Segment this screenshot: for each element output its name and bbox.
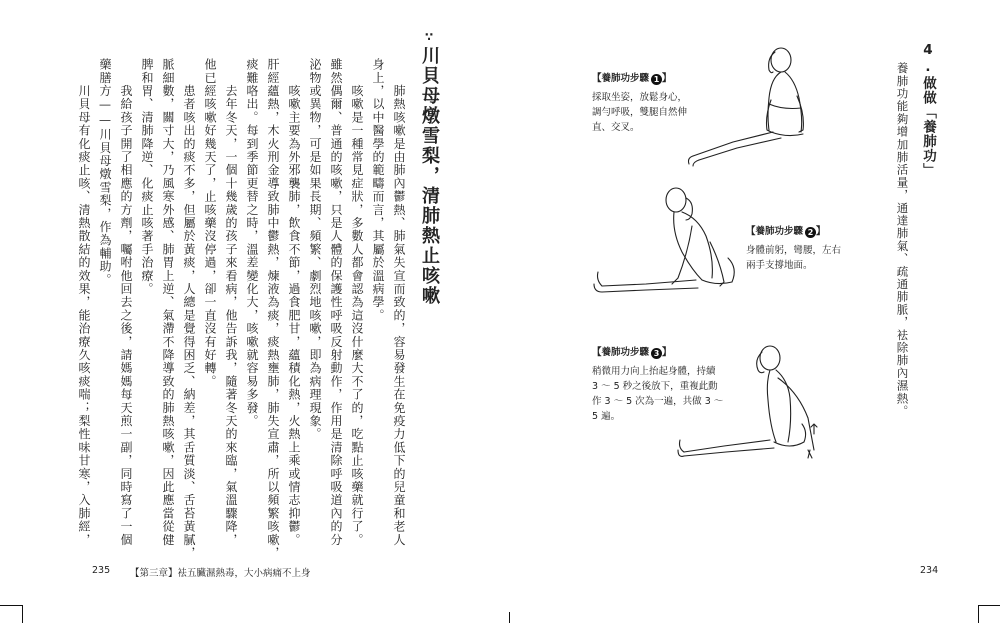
crop-mark [978,605,1000,606]
exercise-intro: 養肺功能夠增加肺活量，通達肺氣、疏通肺脈，袪除肺內濕熱。 [895,62,910,418]
step-3-text: 稍微用力向上抬起身體，持續 3 ～ 5 秒之後放下，重複此動 作 3 ～ 5 次為一遍，共做 3 ～ 5 遍。 [592,366,724,422]
body-column: 泌物或異物，可是如果長期、頻繁、劇烈地咳嗽，即為病理現象。 [308,58,322,441]
crop-mark [22,605,23,623]
crop-mark [0,605,22,606]
pose-1-illustration [685,40,825,165]
body-column: 患者咳出的痰不多，但屬於黃痰，人總是覺得困乏、納差，其舌質淡、舌苔黃膩， [182,58,196,560]
body-column: 我給孩子開了相應的方劑，囑咐他回去之後，請媽媽每天煎一副，同時寫了一個 [119,58,133,547]
step-1-label: 【養肺功步驟 1 】 [592,73,672,84]
step-1-text: 採取坐姿，放鬆身心， 調勻呼吸，雙腿自然伸 直、交叉。 [592,92,688,133]
crop-mark [509,612,510,623]
page-number: 234 [920,565,939,576]
body-column: 痰難咯出。每到季節更替之時，溫差變化大，咳嗽就容易多發。 [245,58,259,428]
body-column: 脈細數，關寸大，乃風寒外感、肺胃上逆、氣滯不降導致的肺熱咳嗽，因此應當從健 [161,58,175,547]
body-column: 脾和胃、清肺降逆、化痰止咳著手治療。 [140,58,154,296]
body-column: 肝經蘊熱，木火刑金導致肺中鬱熱，煉液為痰，痰熱壅肺，肺失宣肅，所以頻繁咳嗽， [266,58,280,560]
pose-2-illustration [592,182,737,307]
right-page [500,0,1000,623]
page-number: 235 [92,565,111,576]
body-column: 咳嗽是一種常見症狀，多數人都會認為這沒什麼大不了的，吃點止咳藥就行了。 [350,58,364,547]
step-2-text: 身體前躬，彎腰，左右 兩手支撐地面。 [746,245,842,271]
body-column: 肺熱咳嗽是由肺內鬱熱、肺氣失宣而致的，容易發生在免疫力低下的兒童和老人 [392,58,406,547]
body-column: 咳嗽主要為外邪襲肺，飲食不節，過食肥甘，蘊積化熱，火熱上乘或情志抑鬱。 [287,58,301,547]
body-column: 藥膳方——川貝母燉雪梨，作為輔助。 [98,58,112,287]
body-column: 他已經咳嗽好幾天了，止咳藥沒停過，卻一直沒有好轉。 [203,58,217,388]
body-column: 川貝母有化痰止咳、清熱散結的效果，能治療久咳痰喘；梨性味甘寒，入肺經， [77,58,91,547]
body-column: 去年冬天，一個十幾歲的孩子來看病，他告訴我，隨著冬天的來臨，氣溫驟降， [224,58,238,547]
bullet-icon: ∵ [422,30,436,46]
body-column: 雖然偶爾、普通的咳嗽，只是人體的保護性呼吸反射動作，作用是清除呼吸道內的分 [329,58,343,547]
step-3-label: 【養肺功步驟 3 】 [592,347,672,358]
pose-3-illustration [678,338,828,468]
exercise-heading: 4.做做「養肺功」 [920,42,936,178]
crop-mark [978,605,979,623]
section-title: ∵川貝母燉雪梨，清肺熱止咳嗽 [419,30,440,306]
body-column: 身上，以中醫學的範疇而言，其屬於溫病學。 [371,58,385,322]
running-footer: 【第三章】袪五臟濕熱毒，大小病痛不上身 [130,568,311,579]
step-2-label: 【養肺功步驟 2 】 [746,226,826,237]
